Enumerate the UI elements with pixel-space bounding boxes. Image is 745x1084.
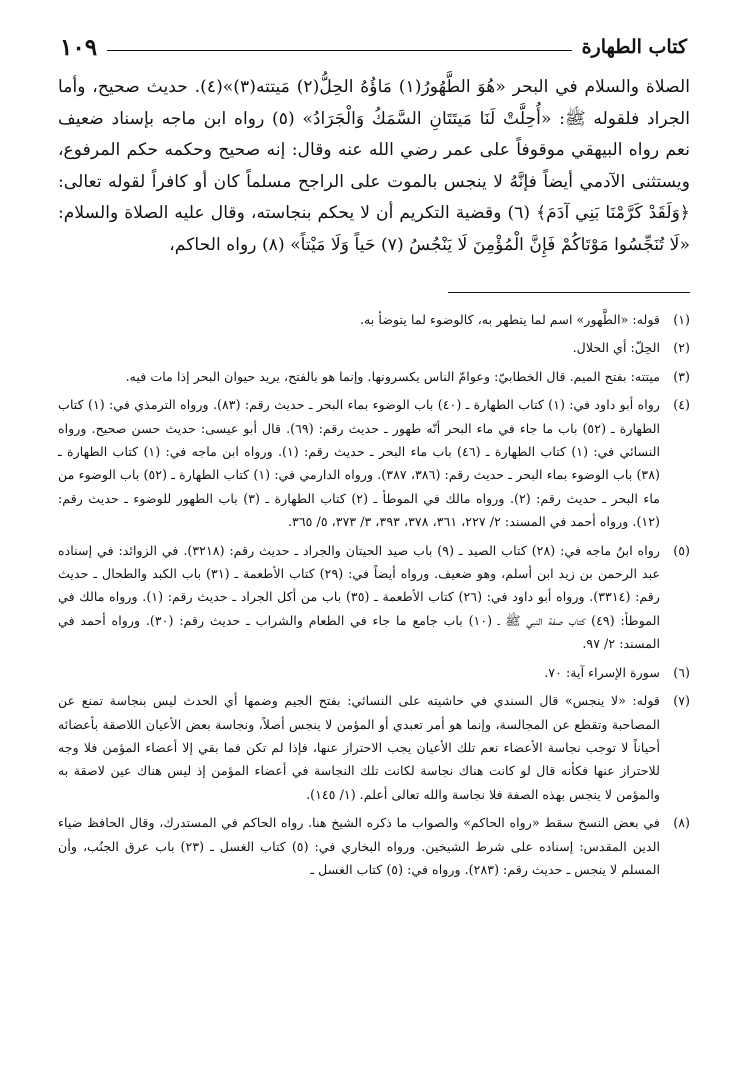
footnote-number: (١) xyxy=(673,312,690,327)
footnote-text: قوله: «الطَّهور» اسم لما يتطهر به، كالوضوء لما يتوضأ به. xyxy=(359,312,660,327)
footnotes xyxy=(58,308,690,886)
footnote-number: (٧) xyxy=(673,693,690,709)
footnote-3 xyxy=(58,365,690,388)
footnote-text: الحِلّ: أي الحلال. xyxy=(572,340,660,356)
footnote-2 xyxy=(58,336,690,359)
footnote-8 xyxy=(58,811,690,881)
footnote-text: قوله: «لا ينجس» قال السندي في حاشيته على النسائي: بفتح الجيم وضمها أي الحدث ليس بنجاسة تمنع عن المصاحبة وتقطع عن المجالسة، وإنما هو أمر تعبدي أو المؤمن لا ينجس أصلاً، ونجاسة بعض الأعيان اللاصقة بأعضائه أحياناً لا توجب نجاسة الأعضاء نعم تلك الأعيان يجب الاحتراز عنها، فإذا لم تكن فما بقي إلا أعضاء المؤمن فلا وجه للاحتراز عنها فكأنه قال لو كانت هناك نجاسة لكانت تلك النجاسة في أعضاء المؤمن إذ ليس هناك عين لاصقة به والمؤمن لا ينجس بهذه الصفة فلا نجاسة والله تعالى أعلم. (١/ ١٤٥). xyxy=(58,693,660,802)
main-paragraph: الصلاة والسلام في البحر «هُوَ الطَّهُورُ(١) مَاؤُهُ الحِلُّ(٢) مَيتته(٣)»(٤). حديث صحيح، وأما الجراد فلقوله ﷺ: «أُحِلَّتْ لَنَا مَيتَتَانِ السَّمَكُ وَالْجَرَادُ» (٥) رواه ابن ماجه بإسناد ضعيف نعم رواه البيهقي موقوفاً على عمر رضي الله عنه وقال: إنه صحيح وحكمه حكم المرفوع، ويستثنى الآدمي أيضاً فإنَّهُ لا ينجس بالموت على الراجح مسلماً كان أو كافراً لقوله تعالى: ﴿وَلَقَدْ كَرَّمْنَا بَنِي آدَمَ﴾ (٦) وقضية التكريم أن لا يحكم بنجاسته، وقال عليه الصلاة والسلام: «لَا تُنَجِّسُوا مَوْتَاكُمْ فَإِنَّ الْمُؤْمِنَ لَا يَنْجُسُ (٧) حَياً وَلَا مَيْتاً» (٨) رواه الحاكم، xyxy=(58,77,691,255)
footnote-text: رواه ابنُ ماجه في: (٢٨) كتاب الصيد ـ (٩) باب صيد الحيتان والجراد ـ حديث رقم: (٣٢١٨). في الزوائد: في إسناده عبد الرحمن بن زيد ابن أسلم، وهو ضعيف. ورواه أيضاً في: (٢٩) كتاب الأطعمة ـ (٣١) باب الكبد والطحال ـ حديث رقم: (٣٣١٤). ورواه أبو داود في: (٢٦) كتاب الأطعمة ـ (٣٥) باب من أكل الجراد ـ حديث رقم: (١). ورواه مالك في الموطأ: (٤٩) كتاب صفة النبي ﷺ ـ (١٠) باب جامع ما جاء في الطعام والشراب ـ حديث رقم: (٣٠). ورواه أحمد في المسند: ٢/ ٩٧. xyxy=(58,542,661,652)
footnote-7 xyxy=(58,689,690,806)
footnote-text: رواه أبو داود في: (١) كتاب الطهارة ـ (٤٠) باب الوضوء بماء البحر ـ حديث رقم: (٨٣). ورواه الترمذي في: (١) كتاب الطهارة ـ (٥٢) باب ما جاء في ماء البحر أنّه طهور ـ حديث رقم: (٦٩). قال أبو عيسى: حديث حسن صحيح. ورواه النسائي في: (١) كتاب الطهارة ـ (٤٦) باب ماء البحر ـ حديث رقم: (١). ورواه ابن ماجه في: (١) كتاب الطهارة ـ (٣٨) باب الوضوء بماء البحر ـ حديث رقم: (٣٨٦، ٣٨٧). ورواه الدارمي في: (١) كتاب الطهارة ـ (٥٢) باب الوضوء من ماء البحر ـ حديث رقم: (٢). ورواه مالك في الموطأ ـ (٢) كتاب الطهارة ـ (٣) باب الطهور للوضوء ـ حديث رقم: (١٢). ورواه أحمد في المسند: ٢/ ٢٢٧، ٣٦١، ٣٧٨، ٣٩٣، ٣/ ٣٧٣، ٥/ ٣٦٥. xyxy=(58,397,661,530)
footnote-number: (٥) xyxy=(673,542,690,558)
footnote-4 xyxy=(58,393,690,533)
footnote-text: ميتته: بفتح الميم. قال الخطابيّ: وعوامّ الناس يكسرونها. وإنما هو بالفتح، يريد حيوان البحر إذا مات فيه. xyxy=(125,368,660,384)
header-rule xyxy=(107,50,572,51)
footnote-number: (٢) xyxy=(673,340,690,356)
running-title: كتاب الطهارة xyxy=(581,36,687,58)
page-header xyxy=(60,30,687,64)
footnote-5 xyxy=(58,539,690,656)
footnote-number: (٣) xyxy=(673,368,690,384)
footnote-number: (٨) xyxy=(673,815,690,831)
main-text xyxy=(58,72,690,262)
footnote-6 xyxy=(58,661,690,684)
footnote-1 xyxy=(58,308,690,331)
footnote-number: (٤) xyxy=(673,397,690,413)
footnote-text: سورة الإسراء آية: ٧٠. xyxy=(544,664,660,680)
footnote-text: في بعض النسخ سقط «رواه الحاكم» والصواب ما ذكره الشيخ هنا. رواه الحاكم في المستدرك، وقال الحافظ ضياء الدين المقدس: إسناده على شرط الشيخين. ورواه البخاري في: (٥) كتاب الغسل ـ (٢٣) باب عرق الجنُب، وأن المسلم لا ينجس ـ حديث رقم: (٢٨٣). ورواه في: (٥) كتاب الغسل ـ xyxy=(58,815,660,877)
footnote-number: (٦) xyxy=(673,664,690,680)
footnote-divider xyxy=(448,292,690,293)
page-number: ١٠٩ xyxy=(60,33,98,61)
